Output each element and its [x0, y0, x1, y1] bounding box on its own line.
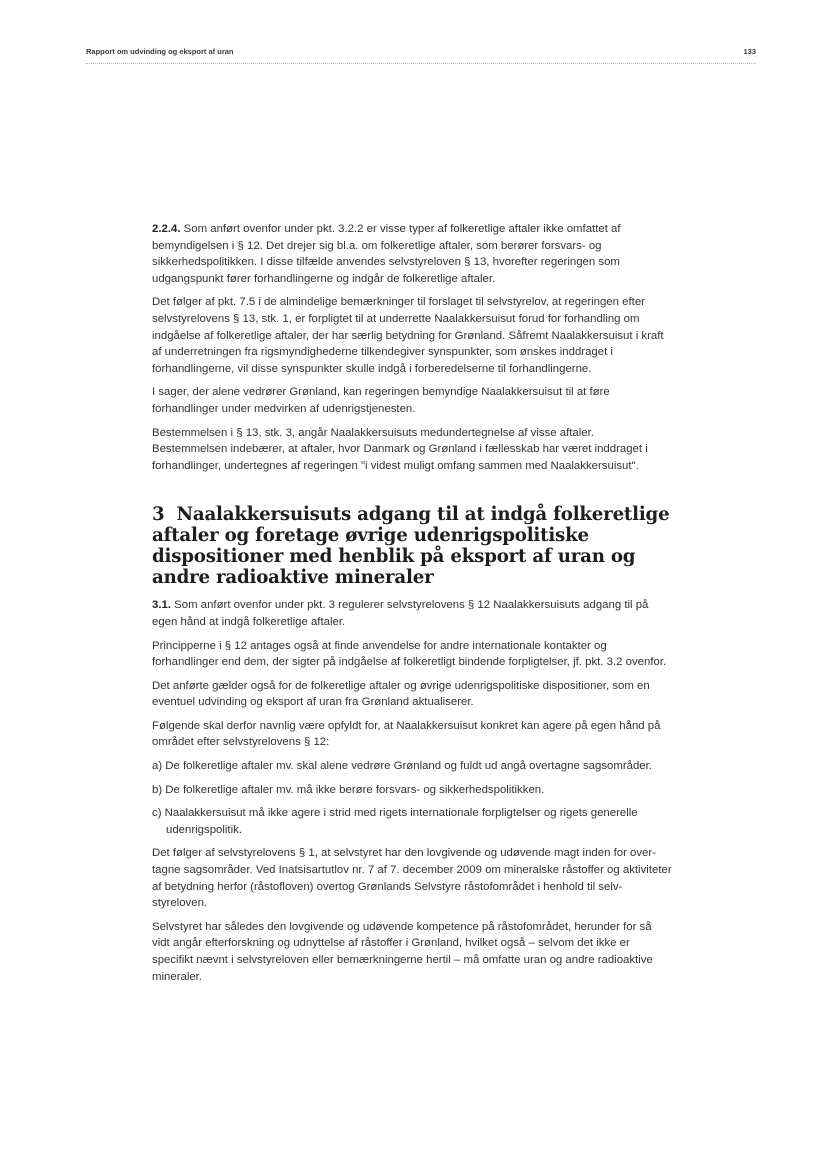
paragraph: Følgende skal derfor navnlig være opfyldt for, at Naalakkersuisut konkret kan agere på egen hånd på området efter selvstyrelovens § 12:	[152, 719, 661, 749]
list-item: a) De folkeretlige aftaler mv. skal alene vedrøre Grønland og fuldt ud angå overtagne sagsområder.	[152, 760, 652, 773]
running-header	[86, 47, 756, 61]
paragraph: Bestemmelsen i § 13, stk. 3, angår Naalakkersuisuts medundertegnelse af visse aftaler. Bestemmelsen indebærer, at aftaler, hvor Danmark og Grønland i fællesskab har været inddraget i forhandlinger, undertegnes af regeringen "i videst muligt omfang sammen med Naalakkersuisut".	[152, 426, 648, 472]
list-item: c) Naalakkersuisut må ikke agere i strid med rigets internationale forpligtelser og rigets generelle udenrigspolitik.	[152, 807, 638, 836]
paragraph-number: 2.2.4.	[152, 223, 181, 235]
section-number: 3	[152, 504, 165, 526]
section-heading	[152, 504, 672, 588]
paragraph-2-2-4	[152, 221, 672, 287]
main-content	[152, 221, 672, 992]
paragraph: Det følger af selvstyrelovens § 1, at selvstyret har den lovgivende og udøvende magt inden for over-tagne sagsområder. Ved Inatsisartutlov nr. 7 af 7. december 2009 om mineralske råstoffer og aktiviteter af betydning herfor (råstofloven) overtog Grønlands Selvstyre råstofområdet i henhold til selv-styreloven.	[152, 847, 672, 910]
paragraph-3-1	[152, 597, 672, 630]
paragraph: Principperne i § 12 antages også at finde anvendelse for andre internationale kontakter og forhandlinger end dem, der sigter på indgåelse af folkeretligt bindende forpligtelser, jf. pkt. 3.2 ovenfor.	[152, 639, 667, 669]
page-number: 133	[743, 47, 756, 56]
list-item: b) De folkeretlige aftaler mv. må ikke berøre forsvars- og sikkerhedspolitikken.	[152, 783, 545, 796]
paragraph-text: Som anført ovenfor under pkt. 3 regulerer selvstyrelovens § 12 Naalakkersuisuts adgang til på egen hånd at indgå folkeretlige aftaler.	[152, 599, 649, 628]
paragraph-number: 3.1.	[152, 599, 171, 612]
paragraph: Selvstyret har således den lovgivende og udøvende kompetence på råstofområdet, herunder for så vidt angår efterforskning og udnyttelse af råstoffer i Grønland, hvilket også – selvom det ikke er specifikt nævnt i selvstyreloven eller bemærkningerne hertil – må omfatte uran og andre radioaktive mineraler.	[152, 920, 653, 983]
running-header-title: Rapport om udvinding og eksport af uran	[86, 47, 234, 56]
paragraph-text: Som anført ovenfor under pkt. 3.2.2 er visse typer af folkeretlige aftaler ikke omfattet af bemyndigelsen i § 12. Det drejer sig bl.a. om folkeretlige aftaler, som berører forsvars- og sikkerhedspolitikken. I disse tilfælde anvendes selvstyreloven § 13, hvorefter regeringen som udgangspunkt fører forhandlingerne og indgår de folkeretlige aftaler.	[152, 223, 621, 285]
section-title: Naalakkersuisuts adgang til at indgå folkeretlige aftaler og foretage øvrige udenrigspolitiske dispositioner med henblik på eksport af uran og andre radioaktive mineraler	[152, 504, 670, 589]
header-divider	[86, 63, 756, 64]
paragraph: I sager, der alene vedrører Grønland, kan regeringen bemyndige Naalakkersuisut til at føre forhandlinger under medvirken af udenrigstjenesten.	[152, 386, 610, 415]
paragraph: Det anførte gælder også for de folkeretlige aftaler og øvrige udenrigspolitiske dispositioner, som en eventuel udvinding og eksport af uran fra Grønland aktualiserer.	[152, 679, 650, 709]
paragraph: Det følger af pkt. 7.5 i de almindelige bemærkninger til forslaget til selvstyrelov, at regeringen efter selvstyrelovens § 13, stk. 1, er forpligtet til at underrette Naalakkersuisut forud for forhandling om indgåelse af folkeretlige aftaler, der har særlig betydning for Grønland. Såfremt Naalakkersuisut i kraft af underretningen fra rigsmyndighederne tilkendegiver synspunkter, som ønskes inddraget i forhandlingerne, vil disse synspunkter skulle indgå i forberedelserne til forhandlingerne.	[152, 296, 664, 375]
